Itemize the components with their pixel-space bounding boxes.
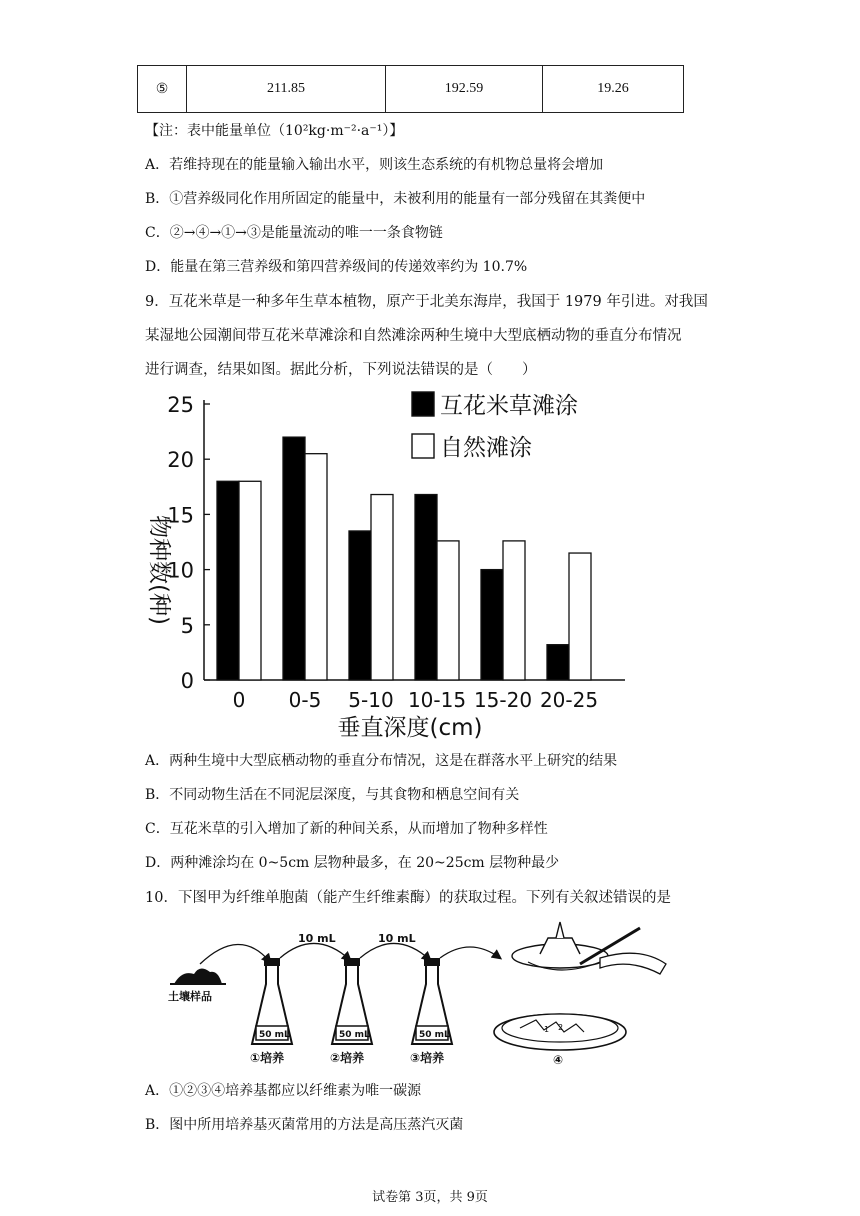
legend-swatch [412, 434, 434, 458]
q9-option-d: D．两种滩涂均在 0~5cm 层物种最多，在 20~25cm 层物种最少 [145, 855, 560, 871]
table-row [138, 66, 684, 113]
soil-sample-label: 土壤样品 [168, 990, 212, 1003]
flask-1-icon [252, 958, 292, 1044]
x-axis-label: 垂直深度(cm) [337, 715, 483, 740]
legend-swatch [412, 392, 434, 416]
flask-3-icon [412, 958, 452, 1044]
y-tick-label: 20 [167, 448, 194, 473]
step-label-2: ②培养 [330, 1051, 365, 1065]
flask-volume-label: 50 mL [419, 1030, 450, 1040]
flask-volume-label: 50 mL [259, 1030, 290, 1040]
bar [371, 495, 393, 680]
step-label-3: ③培养 [410, 1051, 445, 1065]
arrow-flask-1-to-2 [280, 943, 350, 960]
species-bar-chart [140, 380, 640, 740]
q8-option-c: C．②→④→①→③是能量流动的唯一一条食物链 [145, 225, 443, 241]
q8-option-d: D．能量在第三营养级和第四营养级间的传递效率约为 10.7% [145, 259, 528, 275]
q10-option-a: A．①②③④培养基都应以纤维素为唯一碳源 [145, 1083, 422, 1099]
table-cell: 211.85 [187, 66, 386, 113]
y-tick-label: 0 [180, 669, 194, 693]
bar [415, 495, 437, 680]
table-cell-id: ⑤ [138, 66, 187, 113]
bar [305, 454, 327, 680]
legend-label: 自然滩涂 [440, 435, 532, 461]
flask-2-icon [332, 958, 372, 1044]
x-tick-label: 0 [232, 688, 246, 712]
bar [437, 541, 459, 680]
svg-text:2: 2 [558, 1023, 564, 1032]
x-tick-label: 15-20 [473, 688, 533, 712]
y-tick-label: 10 [167, 558, 194, 583]
q9-option-c: C．互花米草的引入增加了新的种间关系，从而增加了物种多样性 [145, 821, 548, 837]
petri-plate-icon [494, 1014, 626, 1050]
bar [283, 437, 305, 680]
bar [503, 541, 525, 680]
svg-text:1: 1 [544, 1025, 550, 1034]
table-note: 【注：表中能量单位（10²kg·m⁻²·a⁻¹）】 [145, 123, 404, 139]
transfer-label-2: 10 mL [378, 932, 416, 945]
arrow-flask-3-to-plate [440, 947, 500, 958]
y-tick-label: 25 [167, 393, 194, 417]
table-cell: 19.26 [543, 66, 684, 113]
arrow-soil-to-flask-1 [200, 944, 270, 964]
q9-stem-line-3: 进行调查，结果如图。据此分析，下列说法错误的是（ ） [145, 362, 537, 378]
q9-stem-line-1: 9．互花米草是一种多年生草本植物，原产于北美东海岸，我国于 1979 年引进。对我国 [145, 294, 708, 310]
soil-pile-icon [174, 968, 222, 984]
q8-option-a: A．若维持现在的能量输入输出水平，则该生态系统的有机物总量将会增加 [145, 157, 604, 173]
x-tick-label: 10-15 [407, 688, 467, 712]
legend-label: 互花米草滩涂 [440, 393, 578, 419]
bar [547, 645, 569, 680]
step-label-1: ①培养 [250, 1051, 285, 1065]
page-footer: 试卷第 3页，共 9页 [372, 1190, 488, 1205]
bar [481, 570, 503, 680]
transfer-label-1: 10 mL [298, 932, 336, 945]
culture-process-diagram [160, 918, 680, 1068]
energy-table [137, 65, 684, 113]
x-tick-label: 5-10 [348, 688, 394, 712]
y-tick-label: 5 [180, 613, 194, 638]
bar [217, 481, 239, 680]
bar [349, 531, 371, 680]
step-label-4: ④ [553, 1053, 564, 1067]
y-axis-label: 物种数(种) [146, 515, 172, 625]
bar [569, 553, 591, 680]
q10-stem: 10．下图甲为纤维单胞菌（能产生纤维素酶）的获取过程。下列有关叙述错误的是 [145, 890, 671, 906]
table-cell: 192.59 [386, 66, 543, 113]
q9-stem-line-2: 某湿地公园潮间带互花米草滩涂和自然滩涂两种生境中大型底栖动物的垂直分布情况 [145, 328, 682, 344]
q8-option-b: B．①营养级同化作用所固定的能量中，未被利用的能量有一部分残留在其粪便中 [145, 191, 646, 207]
x-tick-label: 20-25 [539, 688, 599, 712]
y-tick-label: 15 [167, 503, 194, 528]
x-tick-label: 0-5 [288, 688, 322, 712]
q9-option-b: B．不同动物生活在不同泥层深度，与其食物和栖息空间有关 [145, 787, 520, 803]
q9-option-a: A．两种生境中大型底栖动物的垂直分布情况，这是在群落水平上研究的结果 [145, 753, 618, 769]
inoculating-hand-icon [512, 922, 666, 974]
flask-volume-label: 50 mL [339, 1030, 370, 1040]
q10-option-b: B．图中所用培养基灭菌常用的方法是高压蒸汽灭菌 [145, 1117, 464, 1133]
arrow-flask-2-to-3 [360, 943, 430, 960]
bar [239, 481, 261, 680]
